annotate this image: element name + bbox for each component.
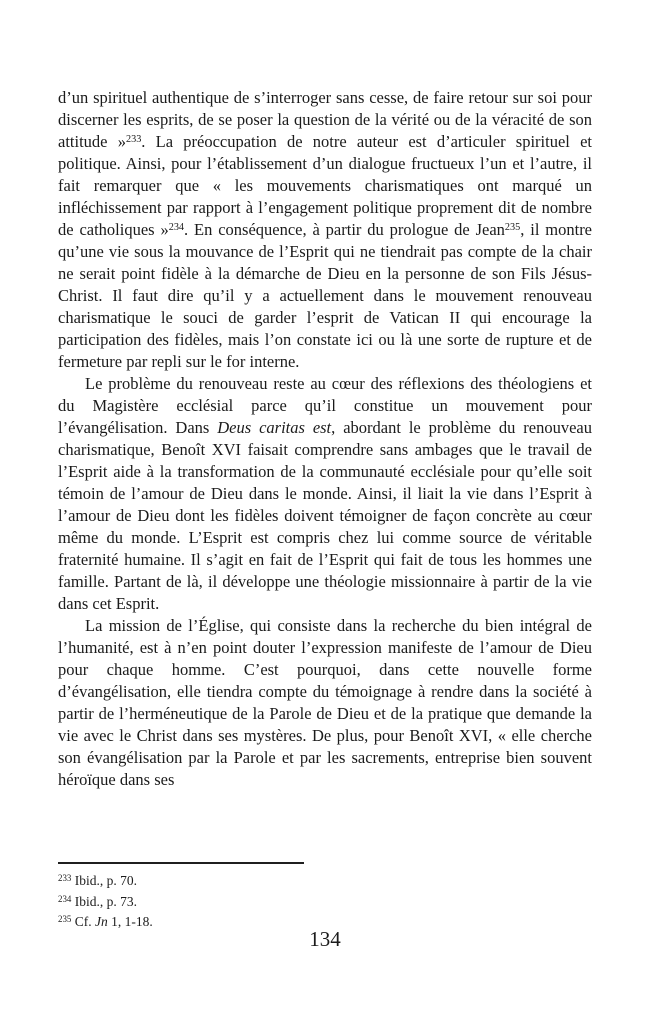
text-run: , il montre qu’une vie sous la mouvance de l’Esprit qui ne tiendrait pas compte de la chair ne serait point fidèle à la démarche de Dieu en la personne de son Fils Jésus-Christ. Il faut dire qu’il y a actuellement dans le mouvement renouveau charismatique le souci de garder l’esprit de Vatican II qui encourage la participation des fidèles, mais l’on constate ici ou là une sorte de rupture et de fermeture par repli sur le for interne. xyxy=(58,220,593,371)
paragraph xyxy=(58,87,592,373)
footnote xyxy=(58,892,592,913)
footnote-marker: 234 xyxy=(58,893,72,904)
text-run: . En conséquence, à partir du prologue de Jean xyxy=(184,220,505,239)
footnote xyxy=(58,871,592,892)
text-run: La mission de l’Église, qui consiste dans la recherche du bien intégral de l’humanité, est à n’en point douter l’expression manifeste de l’amour de Dieu pour chaque homme. C’est pourquoi, dans cette nouvelle forme d’évangélisation, elle tiendra compte du témoignage à rendre dans la société à partir de l’herméneutique de la Parole de Dieu et de la pratique que demande la vie avec le Christ dans ses mystères. De plus, pour Benoît XVI, « elle cherche son évangélisation par la Parole et par les sacrements, entreprise bien souvent héroïque dans ses xyxy=(58,616,592,789)
text-run: Le problème du renouveau reste au cœur des réflexions des théologiens et du Magistère ecclésial parce qu’il constitue un mouvement pour l’évangélisation. Dans xyxy=(58,374,592,437)
footnote-marker: 233 xyxy=(58,873,72,884)
text-run: 1, 1-18. xyxy=(107,914,153,929)
page-number: 134 xyxy=(309,927,341,951)
text-run: . La préoccupation de notre auteur est d’articuler spirituel et politique. Ainsi, pour l’établissement d’un dialogue fructueux l’un et l’autre, il fait remarquer que « les mouvements charismatiques ont marqué un infléchissement par rapport à l’engagement politique proprement dit de nombre de catholiques » xyxy=(58,132,592,239)
paragraph xyxy=(58,615,592,791)
text-run: , abordant le problème du renouveau charismatique, Benoît XVI faisait comprendre sans ambages que le travail de l’Esprit aide à la transformation de la communauté ecclésiale pour qu’elle soit témoin de l’amour de Dieu dans le monde. Ainsi, il liait la vie dans l’Esprit à l’amour de Dieu dont les fidèles doivent témoigner de façon concrète au cœur même du monde. L’Esprit est compris chez lui comme source de véritable fraternité humaine. Il s’agit en fait de l’Esprit qui fait de tous les hommes une famille. Partant de là, il développe une théologie missionnaire à partir de la vie dans cet Esprit. xyxy=(58,418,592,613)
paragraph xyxy=(58,373,592,615)
footnote-separator xyxy=(58,862,304,864)
italic-text: Jn xyxy=(94,914,108,929)
text-run: Ibid., p. 73. xyxy=(71,893,137,909)
footnote-area xyxy=(58,862,592,933)
footnote-ref: 233 xyxy=(125,134,142,146)
footnote-marker: 235 xyxy=(58,914,72,925)
text-run: d’un spirituel authentique de s’interroger sans cesse, de faire retour sur soi pour discerner les esprits, de se poser la question de la vérité ou de la véracité de son attitude » xyxy=(58,88,592,151)
footnote-ref: 234 xyxy=(168,222,185,234)
body-text xyxy=(58,87,592,791)
footnote-ref: 235 xyxy=(504,222,521,234)
footnotes xyxy=(58,871,592,933)
text-run: Cf. xyxy=(71,914,95,929)
italic-text: Deus caritas est xyxy=(217,418,332,437)
text-run: Ibid., p. 70. xyxy=(71,873,137,888)
